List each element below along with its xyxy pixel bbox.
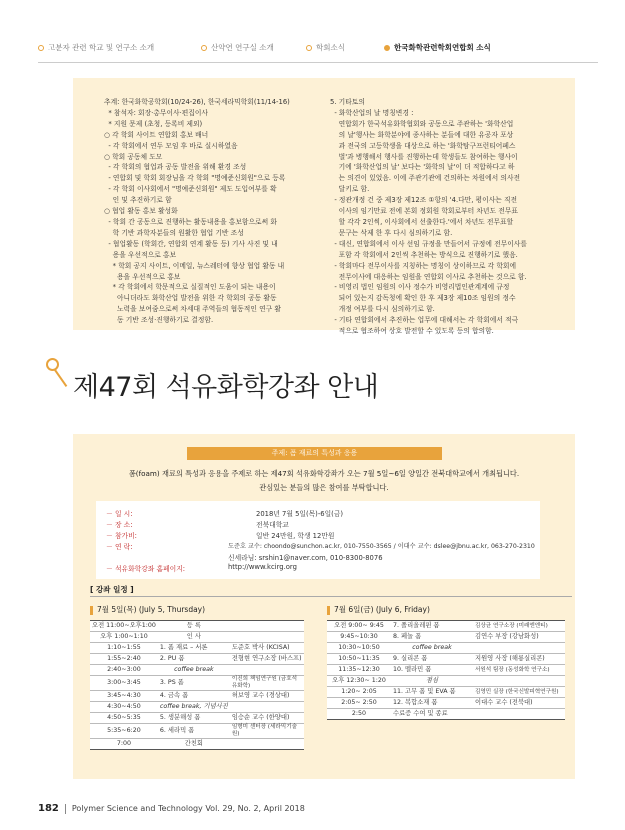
- bullet-icon: [38, 45, 44, 51]
- detail-row: － 일 시: 2018년 7월 5일(목)-6일(금): [106, 510, 344, 518]
- time-cell: 10:50~11:35: [327, 654, 391, 665]
- schedule-row: [90, 654, 304, 665]
- text-line: 포함 각 학회에서 2인씩 추천하는 방식으로 진행하기로 했음.: [330, 250, 518, 259]
- text-line: - 학회마다 전무이사를 지칭하는 명칭이 상이하므로 각 학회에: [330, 261, 517, 270]
- speaker-cell: 서원석 팀장 (동성화학 연구소): [473, 665, 565, 676]
- schedule-divider: [90, 596, 572, 597]
- footer-divider: [65, 804, 66, 814]
- minutes-left-column: [104, 97, 290, 326]
- speaker-cell: [230, 739, 304, 750]
- schedule-row: [90, 702, 304, 713]
- marker-icon: [327, 606, 330, 615]
- nav-item-schools[interactable]: 고분자 관련 학교 및 연구소 소개: [38, 42, 154, 53]
- heading-ring-icon: [46, 358, 59, 371]
- journal-info: Polymer Science and Technology Vol. 29, No. 2, April 2018: [71, 804, 305, 813]
- topic-cell: coffee break: [391, 643, 473, 654]
- detail-row: － 석유화학강좌 홈페이지: http://www.kcirg.org: [106, 563, 297, 573]
- time-cell: 3:00~3:45: [90, 676, 158, 691]
- detail-row: － 연 락: 도준호 교수: choondo@sunchon.ac.kr, 010-7550-3565 / 이대수 교수: dslee@jbnu.ac.kr, 063-270-2310: [106, 543, 535, 551]
- text-line: 5. 기타토의: [330, 98, 365, 106]
- text-line: 아니더라도 화학산업 발전을 위한 각 학회의 공동 활동: [104, 294, 277, 303]
- nav-item-labs[interactable]: 산약연 연구실 소개: [201, 42, 274, 53]
- time-cell: 오후 1:00~1:10: [90, 632, 158, 643]
- speaker-cell: 이대수 교수 (전북대): [473, 698, 565, 709]
- schedule-row: [327, 687, 565, 698]
- schedule-row: [327, 709, 565, 720]
- text-line: - 기타 연합회에서 추진하는 업무에 대해서는 각 학회에서 적극: [330, 316, 519, 325]
- time-cell: 1:55~2:40: [90, 654, 158, 665]
- day1-schedule-table: [90, 620, 304, 750]
- time-cell: 1:10~1:55: [90, 643, 158, 654]
- minutes-right-column: [330, 97, 527, 337]
- topic-cell: 8. 페놀 폼: [391, 632, 473, 643]
- text-line: 기에 '화학산업의 날' 보다는 '화학의 날'이 더 적합하다고 하: [330, 163, 515, 172]
- schedule-row: [90, 643, 304, 654]
- text-line: * 참석자: 회장·총무이사·편집이사: [104, 108, 209, 117]
- text-line: * 지원 문제 (초청, 등록비 제외): [104, 119, 203, 128]
- topic-cell: 2. PU 폼: [158, 654, 230, 665]
- topic-cell: coffee break: [158, 665, 230, 676]
- text-line: 달키로 함.: [330, 185, 370, 194]
- topic-cell: coffee break, 기념사진: [158, 702, 230, 713]
- time-cell: 10:30~10:50: [327, 643, 391, 654]
- time-cell: 2:05~ 2:50: [327, 698, 391, 709]
- speaker-cell: 전형현 연구소장 (바스프): [230, 654, 304, 665]
- speaker-cell: [230, 665, 304, 676]
- speaker-cell: [473, 709, 565, 720]
- text-line: - 협업활동 (학회간, 연합회 연계 활동 등) 기사 사진 및 내: [104, 239, 278, 248]
- intro-line-1: 폼(foam) 재료의 특성과 응용을 주제로 하는 제47회 석유화학강좌가 오는 7월 5일~6일 양일간 전북대학교에서 개최됩니다.: [128, 469, 520, 478]
- topic-cell: 12. 복합소재 폼: [391, 698, 473, 709]
- speaker-cell: [473, 643, 565, 654]
- text-line: - 학회 간 공동으로 진행하는 활동내용을 홍보함으로써 화: [104, 217, 277, 226]
- page-number: 182: [38, 803, 59, 814]
- speaker-cell: 임형미 센터장 (세라믹기술원): [230, 724, 304, 739]
- schedule-row: [90, 713, 304, 724]
- nav-divider: [38, 62, 598, 63]
- schedule-row: [327, 676, 565, 687]
- time-cell: 2:40~3:00: [90, 665, 158, 676]
- topic-cell: 1. 폼 재료 – 서론: [158, 643, 230, 654]
- topic-cell: 6. 세라믹 폼: [158, 724, 230, 739]
- time-cell: 11:35~12:30: [327, 665, 391, 676]
- text-line: - 비영리 법인 임원의 이사 정수가 비영리법인관계계에 규정: [330, 283, 510, 292]
- time-cell: 3:45~4:30: [90, 691, 158, 702]
- text-line: - 각 학회 이사회에서 "명예준신회원" 제도 도입여부를 확: [104, 185, 277, 194]
- nav-item-news[interactable]: 학회소식: [306, 42, 345, 53]
- text-line: 동 기반 조성·진행하기로 결정함.: [104, 316, 214, 325]
- speaker-cell: 도준호 박사 (KCISA): [230, 643, 304, 654]
- time-cell: 오전 11:00~오후1:00: [90, 621, 158, 632]
- text-line: 적으로 협조하여 상호 발전할 수 있도록 등의 합의함.: [330, 327, 494, 336]
- text-line: - 화학산업의 날 명칭변경 :: [330, 108, 414, 117]
- topic-cell: 5. 생분해성 폼: [158, 713, 230, 724]
- speaker-cell: 김영민 실장 (한국신발피혁연구원): [473, 687, 565, 698]
- time-cell: 4:30~4:50: [90, 702, 158, 713]
- schedule-row: [327, 632, 565, 643]
- bullet-icon: [306, 45, 312, 51]
- topic-cell: 간친회: [158, 739, 230, 750]
- schedule-row: [327, 665, 565, 676]
- text-line: 추계: 한국화학공학회(10/24-26), 한국세라믹학회(11/14-16): [104, 98, 290, 106]
- schedule-row: [90, 632, 304, 643]
- text-line: - 대신, 연합회에서 이사 선임 규정을 만들어서 규정에 전무이사를: [330, 239, 527, 248]
- schedule-row: [327, 654, 565, 665]
- topic-cell: 3. PS 폼: [158, 676, 230, 691]
- time-cell: 1:20~ 2:05: [327, 687, 391, 698]
- day2-schedule-table: [327, 620, 565, 720]
- schedule-row: [327, 643, 565, 654]
- time-cell: 9:45~10:30: [327, 632, 391, 643]
- topic-banner: 주제: 폼 재료의 특성과 응용: [187, 447, 442, 460]
- text-line: 노력을 보여줌으로써 차세대 주역들의 협동적인 연구 활: [104, 305, 281, 314]
- speaker-cell: 허보영 교수 (경상대): [230, 691, 304, 702]
- topic-cell: 11. 고무 폼 및 EVA 폼: [391, 687, 473, 698]
- day2-title: 7월 6일(금) (July 6, Friday): [327, 604, 430, 615]
- time-cell: 5:35~6:20: [90, 724, 158, 739]
- speaker-cell: 김상균 연구소장 (미래엔엔티): [473, 621, 565, 632]
- text-line: * 각 학회에서 학문적으로 실질적인 도움이 되는 내용이: [104, 283, 276, 292]
- schedule-row: [90, 676, 304, 691]
- text-line: ○ 각 학회 사이트 연합회 홍보 배너: [104, 130, 209, 139]
- speaker-cell: 이진희 책임연구원 (금호석유화학): [230, 676, 304, 691]
- speaker-cell: 임승순 교수 (한양대): [230, 713, 304, 724]
- speaker-cell: [473, 676, 565, 687]
- topic-cell: 수료증 수여 및 종료: [391, 709, 473, 720]
- day1-title: 7월 5일(목) (July 5, Thursday): [90, 604, 205, 615]
- text-line: 벌'과 병행해서 행사를 진행하는데 학생들도 참여하는 행사이: [330, 152, 518, 161]
- speaker-cell: 지원영 사장 (해룡실리콘): [473, 654, 565, 665]
- schedule-row: [327, 698, 565, 709]
- text-line: - 정관개정 건 중 제3장 제12조 ①항의 '4.다만, 평이사는 직전: [330, 196, 518, 205]
- nav-item-federation[interactable]: 한국화학관련학회연합회 소식: [384, 42, 491, 53]
- heading-tail-icon: [54, 369, 67, 387]
- time-cell: 오전 9:00~ 9:45: [327, 621, 391, 632]
- topic-cell: 4. 금속 폼: [158, 691, 230, 702]
- text-line: 전무이사에 대응하는 임원을 연합회 이사로 추천하는 것으로 함.: [330, 272, 527, 281]
- topic-cell: 점심: [391, 676, 473, 687]
- topic-cell: 9. 실리콘 폼: [391, 654, 473, 665]
- text-line: 학 기반 과학자분들의 원활한 협업 기반 조성: [104, 228, 244, 237]
- speaker-cell: [230, 621, 304, 632]
- time-cell: 4:50~5:35: [90, 713, 158, 724]
- topic-cell: 등 록: [158, 621, 230, 632]
- text-line: 이사의 임기만료 전에 본회 정회원 학회로부터 차년도 전무표: [330, 207, 518, 216]
- page-title: 제47회 석유화학강좌 안내: [73, 372, 379, 403]
- bullet-icon: [201, 45, 207, 51]
- speaker-cell: [230, 632, 304, 643]
- text-line: - 각 학회에서 연두 모임 후 바로 실시하였음: [104, 141, 238, 150]
- text-line: * 학회 공지 사이트, 이메일, 뉴스레터에 향상 협업 활동 내: [104, 261, 285, 270]
- speaker-cell: 김연수 부장 (강남화성): [473, 632, 565, 643]
- text-line: - 각 학회의 협업과 공동 발전을 위해 환경 조성: [104, 163, 247, 172]
- text-line: ○ 협업 활동 홍보 활성화: [104, 207, 178, 216]
- topic-cell: 인 사: [158, 632, 230, 643]
- text-line: 연합회가 한국석유화학협회와 공동으로 주관하는 '화학산업: [330, 119, 514, 128]
- text-line: ○ 학회 공동체 도모: [104, 152, 163, 161]
- time-cell: 오후 12:30~ 1:20: [327, 676, 391, 687]
- text-line: 과 전국의 고등학생을 대상으로 하는 '화학탐구프런티어페스: [330, 141, 516, 150]
- bullet-icon: [384, 45, 390, 51]
- marker-icon: [90, 606, 93, 615]
- text-line: 되어 있는지 감독청에 확인 한 후 제3장 제10조 임원의 정수: [330, 294, 516, 303]
- page-footer: [38, 803, 305, 814]
- time-cell: 7:00: [90, 739, 158, 750]
- text-line: 의 날'행사는 화학분야에 종사하는 분들에 대한 유공자 포상: [330, 130, 514, 139]
- text-line: 용을 우선적으로 홍보: [104, 250, 177, 259]
- schedule-row: [90, 691, 304, 702]
- text-line: 용을 우선적으로 홍보: [104, 272, 181, 281]
- schedule-row: [90, 621, 304, 632]
- text-line: 인 및 추진하기로 함: [104, 196, 172, 205]
- text-line: 할 각각 2인씩, 이사회에서 선출한다.'에서 차년도 전무표할: [330, 217, 514, 226]
- topic-cell: 7. 폴리올레핀 폼: [391, 621, 473, 632]
- text-line: 개정 여부를 다시 심의하기로 함.: [330, 305, 435, 314]
- text-line: 문구는 삭제 한 후 다시 심의하기로 함.: [330, 228, 453, 237]
- text-line: 는 의견이 있었음. 이에 주관기관에 건의하는 차원에서 의사전: [330, 174, 521, 183]
- schedule-row: [90, 739, 304, 750]
- section-nav: [38, 42, 598, 56]
- time-cell: 2:50: [327, 709, 391, 720]
- detail-row: － 참가비: 일반 24만원, 학생 12만원: [106, 532, 335, 540]
- schedule-row: [327, 621, 565, 632]
- topic-cell: 10. 멜라민 폼: [391, 665, 473, 676]
- intro-line-2: 관심있는 분들의 많은 참여를 부탁합니다.: [259, 483, 389, 492]
- details-box: － 일 시: 2018년 7월 5일(목)-6일(금) － 장 소: 전북대학교 － 참가비: 일반 24만원, 학생 12만원 － 연 락: 도준호 교수: choondo@sunchon.ac.kr, 010-7550-3565 / 이대수 교수: dslee@jbnu.ac.kr, 063-270-2310 신세라님: srshin1@naver.com, 010-8300-8076 － 석유화학강좌 홈페이지: http://www.kcirg.org: [96, 501, 540, 579]
- schedule-row: [90, 724, 304, 739]
- speaker-cell: [230, 702, 304, 713]
- schedule-row: [90, 665, 304, 676]
- text-line: - 연합회 및 학회 회장님을 각 학회 "명예준신회원"으로 등록: [104, 174, 286, 183]
- detail-row: － 장 소: 전북대학교: [106, 521, 289, 529]
- schedule-heading: [ 강좌 일정 ]: [90, 585, 134, 594]
